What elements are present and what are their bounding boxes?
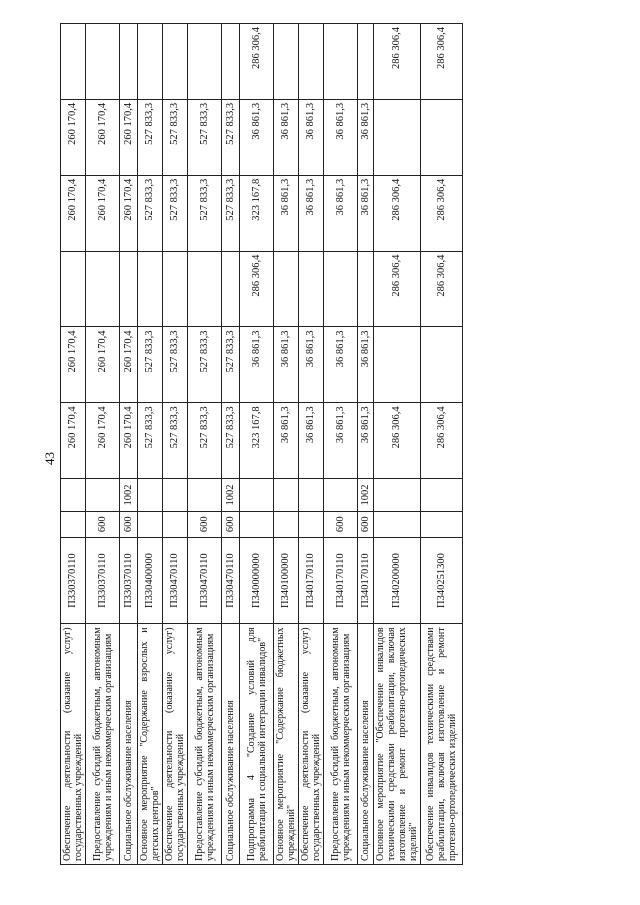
amount-regional-cell-2 bbox=[421, 99, 463, 175]
vr-cell: 600 bbox=[222, 511, 240, 537]
kosgu-cell bbox=[240, 479, 274, 512]
kosgu-cell bbox=[188, 479, 222, 512]
name-cell: Обеспечение деятельности (оказание услуг) государственных учреждений bbox=[61, 624, 86, 865]
kosgu-cell bbox=[274, 479, 299, 512]
amount-regional-cell bbox=[374, 327, 421, 403]
vr-cell: 600 bbox=[120, 511, 138, 537]
table-row bbox=[274, 24, 299, 865]
amount-total-cell-2: 527 833,3 bbox=[163, 175, 188, 251]
table-row bbox=[299, 24, 324, 865]
vr-cell bbox=[421, 511, 463, 537]
amount-regional-cell: 527 833,3 bbox=[138, 327, 163, 403]
amount-total-cell-2: 36 861,3 bbox=[274, 175, 299, 251]
table-row bbox=[188, 24, 222, 865]
vr-cell bbox=[299, 511, 324, 537]
kosgu-cell bbox=[299, 479, 324, 512]
table-body bbox=[61, 24, 463, 865]
code-cell: П330370110 bbox=[61, 537, 86, 624]
amount-regional-cell bbox=[421, 327, 463, 403]
kosgu-cell: 1002 bbox=[120, 479, 138, 512]
amount-federal-cell-2 bbox=[86, 24, 120, 100]
kosgu-cell bbox=[86, 479, 120, 512]
kosgu-cell bbox=[421, 479, 463, 512]
table-row bbox=[120, 24, 138, 865]
code-cell: П340000000 bbox=[240, 537, 274, 624]
amount-total-cell-2: 527 833,3 bbox=[138, 175, 163, 251]
code-cell: П340251300 bbox=[421, 537, 463, 624]
amount-total-cell-2: 260 170,4 bbox=[120, 175, 138, 251]
amount-regional-cell-2: 527 833,3 bbox=[138, 99, 163, 175]
amount-regional-cell-2: 36 861,3 bbox=[240, 99, 274, 175]
name-cell: Обеспечение деятельности (оказание услуг) государственных учреждений bbox=[299, 624, 324, 865]
name-cell: Подпрограмма 4 "Создание условий для реабилитации и социальной интеграции инвалидов" bbox=[240, 624, 274, 865]
amount-total-cell: 36 861,3 bbox=[274, 403, 299, 479]
amount-federal-cell bbox=[163, 251, 188, 327]
table-row bbox=[421, 24, 463, 865]
amount-regional-cell: 36 861,3 bbox=[358, 327, 374, 403]
amount-total-cell-2: 527 833,3 bbox=[222, 175, 240, 251]
vr-cell: 600 bbox=[324, 511, 358, 537]
table-row bbox=[358, 24, 374, 865]
code-cell: П330470110 bbox=[163, 537, 188, 624]
amount-total-cell-2: 286 306,4 bbox=[421, 175, 463, 251]
amount-total-cell: 527 833,3 bbox=[222, 403, 240, 479]
code-cell: П340170110 bbox=[358, 537, 374, 624]
vr-cell bbox=[240, 511, 274, 537]
table-row bbox=[222, 24, 240, 865]
amount-federal-cell-2 bbox=[188, 24, 222, 100]
amount-total-cell: 260 170,4 bbox=[86, 403, 120, 479]
name-cell: Предоставление субсидий бюджетным, автономным учреждениям и иным некоммерческим организациям bbox=[188, 624, 222, 865]
code-cell: П340170110 bbox=[324, 537, 358, 624]
code-cell: П340200000 bbox=[374, 537, 421, 624]
amount-total-cell: 36 861,3 bbox=[358, 403, 374, 479]
amount-regional-cell: 36 861,3 bbox=[274, 327, 299, 403]
amount-federal-cell-2: 286 306,4 bbox=[240, 24, 274, 100]
amount-federal-cell bbox=[120, 251, 138, 327]
code-cell: П340170110 bbox=[299, 537, 324, 624]
amount-federal-cell-2 bbox=[163, 24, 188, 100]
amount-total-cell-2: 260 170,4 bbox=[61, 175, 86, 251]
amount-total-cell: 527 833,3 bbox=[188, 403, 222, 479]
amount-regional-cell: 527 833,3 bbox=[222, 327, 240, 403]
amount-regional-cell-2: 36 861,3 bbox=[274, 99, 299, 175]
amount-total-cell: 286 306,4 bbox=[421, 403, 463, 479]
amount-federal-cell bbox=[61, 251, 86, 327]
amount-regional-cell-2: 527 833,3 bbox=[222, 99, 240, 175]
amount-federal-cell-2 bbox=[358, 24, 374, 100]
amount-federal-cell bbox=[138, 251, 163, 327]
amount-total-cell: 527 833,3 bbox=[138, 403, 163, 479]
table-row bbox=[61, 24, 86, 865]
page-number: 43 bbox=[42, 452, 57, 465]
name-cell: Социальное обслуживание населения bbox=[222, 624, 240, 865]
amount-total-cell-2: 286 306,4 bbox=[374, 175, 421, 251]
name-cell: Основное мероприятие "Обеспечение инвалидов техническими средствами реабилитации, включая изготовление и ремонт протезно-ортопедических изделий" bbox=[374, 624, 421, 865]
amount-regional-cell-2: 260 170,4 bbox=[61, 99, 86, 175]
amount-federal-cell-2 bbox=[61, 24, 86, 100]
amount-federal-cell bbox=[299, 251, 324, 327]
amount-regional-cell: 36 861,3 bbox=[299, 327, 324, 403]
amount-total-cell: 527 833,3 bbox=[163, 403, 188, 479]
amount-total-cell: 36 861,3 bbox=[324, 403, 358, 479]
code-cell: П330400000 bbox=[138, 537, 163, 624]
amount-federal-cell: 286 306,4 bbox=[421, 251, 463, 327]
code-cell: П330370110 bbox=[86, 537, 120, 624]
name-cell: Социальное обслуживание населения bbox=[358, 624, 374, 865]
amount-federal-cell bbox=[222, 251, 240, 327]
amount-total-cell: 323 167,8 bbox=[240, 403, 274, 479]
amount-total-cell: 36 861,3 bbox=[299, 403, 324, 479]
amount-federal-cell-2: 286 306,4 bbox=[421, 24, 463, 100]
amount-total-cell-2: 527 833,3 bbox=[188, 175, 222, 251]
amount-total-cell: 260 170,4 bbox=[120, 403, 138, 479]
kosgu-cell bbox=[163, 479, 188, 512]
amount-regional-cell-2: 36 861,3 bbox=[299, 99, 324, 175]
amount-regional-cell: 527 833,3 bbox=[188, 327, 222, 403]
vr-cell bbox=[163, 511, 188, 537]
vr-cell bbox=[138, 511, 163, 537]
amount-federal-cell bbox=[274, 251, 299, 327]
amount-regional-cell-2: 260 170,4 bbox=[120, 99, 138, 175]
amount-total-cell-2: 323 167,8 bbox=[240, 175, 274, 251]
code-cell: П330470110 bbox=[188, 537, 222, 624]
amount-regional-cell: 36 861,3 bbox=[240, 327, 274, 403]
kosgu-cell bbox=[61, 479, 86, 512]
kosgu-cell: 1002 bbox=[222, 479, 240, 512]
amount-regional-cell: 527 833,3 bbox=[163, 327, 188, 403]
table-row bbox=[324, 24, 358, 865]
amount-federal-cell-2 bbox=[138, 24, 163, 100]
amount-regional-cell-2: 36 861,3 bbox=[358, 99, 374, 175]
table-row bbox=[86, 24, 120, 865]
amount-federal-cell bbox=[324, 251, 358, 327]
table-row bbox=[240, 24, 274, 865]
amount-total-cell-2: 36 861,3 bbox=[358, 175, 374, 251]
amount-regional-cell-2 bbox=[374, 99, 421, 175]
amount-total-cell-2: 260 170,4 bbox=[86, 175, 120, 251]
budget-table bbox=[60, 23, 463, 865]
amount-total-cell: 286 306,4 bbox=[374, 403, 421, 479]
vr-cell: 600 bbox=[358, 511, 374, 537]
amount-total-cell-2: 36 861,3 bbox=[299, 175, 324, 251]
amount-federal-cell-2 bbox=[222, 24, 240, 100]
amount-federal-cell: 286 306,4 bbox=[374, 251, 421, 327]
code-cell: П330370110 bbox=[120, 537, 138, 624]
kosgu-cell bbox=[138, 479, 163, 512]
table-row bbox=[163, 24, 188, 865]
code-cell: П340100000 bbox=[274, 537, 299, 624]
amount-federal-cell bbox=[86, 251, 120, 327]
name-cell: Обеспечение инвалидов техническими средствами реабилитации, включая изготовление и ремонт протезно-ортопедических изделий bbox=[421, 624, 463, 865]
amount-regional-cell: 260 170,4 bbox=[86, 327, 120, 403]
amount-federal-cell bbox=[188, 251, 222, 327]
code-cell: П330470110 bbox=[222, 537, 240, 624]
name-cell: Предоставление субсидий бюджетным, автономным учреждениям и иным некоммерческим организациям bbox=[324, 624, 358, 865]
amount-regional-cell-2: 527 833,3 bbox=[188, 99, 222, 175]
amount-federal-cell-2 bbox=[120, 24, 138, 100]
amount-federal-cell: 286 306,4 bbox=[240, 251, 274, 327]
name-cell: Предоставление субсидий бюджетным, автономным учреждениям и иным некоммерческим организациям bbox=[86, 624, 120, 865]
amount-regional-cell: 260 170,4 bbox=[61, 327, 86, 403]
name-cell: Основное мероприятие "Содержание взрослых и детских центров" bbox=[138, 624, 163, 865]
amount-total-cell: 260 170,4 bbox=[61, 403, 86, 479]
vr-cell bbox=[374, 511, 421, 537]
vr-cell bbox=[274, 511, 299, 537]
amount-federal-cell bbox=[358, 251, 374, 327]
amount-regional-cell-2: 260 170,4 bbox=[86, 99, 120, 175]
amount-federal-cell-2: 286 306,4 bbox=[374, 24, 421, 100]
amount-regional-cell: 36 861,3 bbox=[324, 327, 358, 403]
kosgu-cell bbox=[324, 479, 358, 512]
name-cell: Обеспечение деятельности (оказание услуг) государственных учреждений bbox=[163, 624, 188, 865]
table-row bbox=[138, 24, 163, 865]
amount-regional-cell: 260 170,4 bbox=[120, 327, 138, 403]
amount-regional-cell-2: 527 833,3 bbox=[163, 99, 188, 175]
vr-cell: 600 bbox=[188, 511, 222, 537]
amount-federal-cell-2 bbox=[274, 24, 299, 100]
amount-federal-cell-2 bbox=[299, 24, 324, 100]
vr-cell: 600 bbox=[86, 511, 120, 537]
name-cell: Основное мероприятие "Содержание бюджетных учреждений" bbox=[274, 624, 299, 865]
vr-cell bbox=[61, 511, 86, 537]
amount-total-cell-2: 36 861,3 bbox=[324, 175, 358, 251]
kosgu-cell bbox=[374, 479, 421, 512]
amount-federal-cell-2 bbox=[324, 24, 358, 100]
name-cell: Социальное обслуживание населения bbox=[120, 624, 138, 865]
table-row bbox=[374, 24, 421, 865]
kosgu-cell: 1002 bbox=[358, 479, 374, 512]
amount-regional-cell-2: 36 861,3 bbox=[324, 99, 358, 175]
